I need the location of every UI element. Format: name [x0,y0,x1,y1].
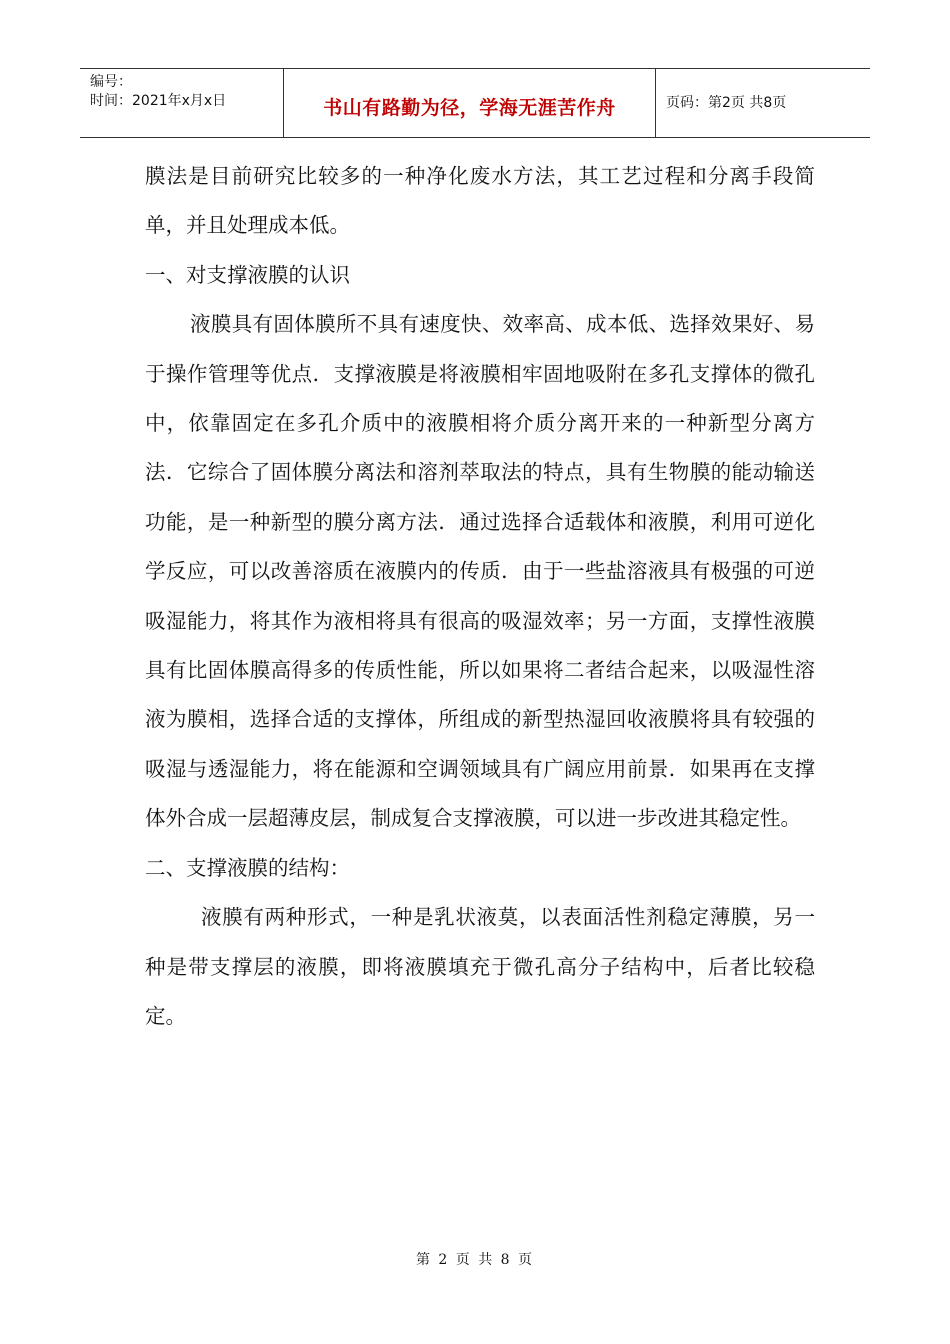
section-heading-1: 一、对支撑液膜的认识 [145,262,350,287]
section-heading-2: 二、支撑液膜的结构： [145,855,350,880]
page-footer: 第 2 页 共 8 页 [415,1252,535,1268]
header-meta-cell [80,69,284,137]
document-date: 时间：2021年x月x日 [90,93,227,109]
header-motto: 书山有路勤为径，学海无涯苦作舟 [323,97,616,119]
paragraph-structure: 液膜有两种形式，一种是乳状液莫，以表面活性剂稳定薄膜，另一种是带支撑层的液膜，即将液膜填充于微孔高分子结构中，后者比较稳定。 [145,905,815,1028]
paragraph-intro: 膜法是目前研究比较多的一种净化废水方法，其工艺过程和分离手段简单，并且处理成本低。 [145,164,815,238]
header-motto-cell [284,69,656,137]
document-number-label: 编号： [90,74,132,90]
header-page-info: 页码：第2页 共8页 [666,95,787,111]
document-body [145,152,815,1041]
paragraph-liquid-membrane: 液膜具有固体膜所不具有速度快、效率高、成本低、选择效果好、易于操作管理等优点．支撑液膜是将液膜相牢固地吸附在多孔支撑体的微孔中，依靠固定在多孔介质中的液膜相将介质分离开来的一种新型分离方法．它综合了固体膜分离法和溶剂萃取法的特点，具有生物膜的能动输送功能，是一种新型的膜分离方法．通过选择合适载体和液膜，利用可逆化学反应，可以改善溶质在液膜内的传质．由于一些盐溶液具有极强的可逆吸湿能力，将其作为液相将具有很高的吸湿效率；另一方面，支撑性液膜具有比固体膜高得多的传质性能，所以如果将二者结合起来，以吸湿性溶液为膜相，选择合适的支撑体，所组成的新型热湿回收液膜将具有较强的吸湿与透湿能力，将在能源和空调领域具有广阔应用前景．如果再在支撑体外合成一层超薄皮层，制成复合支撑液膜，可以进一步改进其稳定性。 [145,312,815,831]
header-page-cell [656,69,870,137]
page-header [80,68,870,138]
